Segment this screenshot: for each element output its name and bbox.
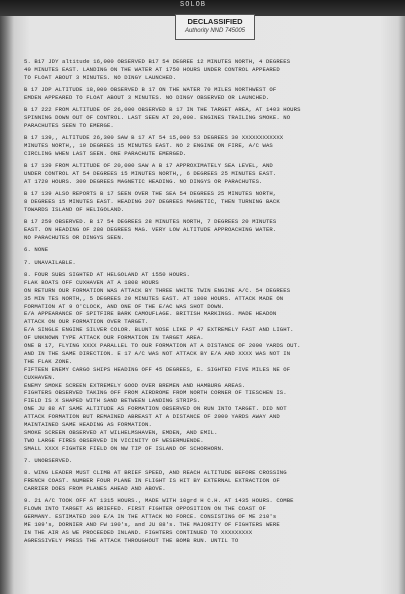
document-line: MAINTAINED SAME HEADING AS FORMATION. bbox=[24, 421, 152, 428]
document-line: 35 MIN TES NORTH,, 5 DEGREES 20 MINUTES EAST. AT 1808 HOURS. ATTACK MADE ON bbox=[24, 294, 284, 302]
document-line: B 17 139 FROM ALTITUDE OF 20,000 SAW A B 17 APPROXIMATELY SEA LEVEL, AND bbox=[24, 162, 273, 170]
document-line: AND IN THE SAME DIRECTION. E 17 A/C WAS NOT ATTACK BY E/A AND XXXX WAS NOT IN bbox=[24, 349, 291, 357]
document-line: 7. UNAVAILABLE. bbox=[24, 258, 76, 266]
document-line: CARRIER DOES FROM PLANES AHEAD AND ABOVE. bbox=[24, 484, 166, 492]
document-line: TO FLOAT ABOUT 3 MINUTES. NO DINGY LAUNCHED. bbox=[24, 73, 177, 81]
document-line: B 17 JDP ALTITUDE 18,000 OBSERVED B 17 ON THE WATER 70 MILES NORTHWEST OF bbox=[24, 86, 277, 94]
document-line: 9. 21 A/C TOOK OFF AT 1315 HOURS., MADE WITH 10grd H C.H. AT 1435 HOURS. COMBE bbox=[24, 497, 294, 505]
document-line: SMOKE SCREEN OBSERVED AT WILHELMSHAVEN, EMDEN, AND EMIL. bbox=[24, 428, 218, 436]
document-line: FLAK BOATS OFF CUXHAVEN AT A 1808 HOURS bbox=[24, 278, 159, 286]
document-line: ATTACK ON OUR FORMATION OVER TARGET. bbox=[24, 318, 149, 326]
document-line: 40 MINUTES EAST. LANDING ON THE WATER AT 1750 HOURS UNDER CONTROL APPEARED bbox=[24, 65, 280, 73]
document-line: B 17 259 OBSERVED. B 17 54 DEGREES 28 MINUTES NORTH, 7 DEGREES 20 MINUTES bbox=[24, 218, 277, 226]
top-bar-label: SOLOB bbox=[180, 1, 207, 9]
document-line: ONE B 17, FLYING XXXX PARALLEL TO OUR FORMATION AT A DISTANCE OF 2000 YARDS OUT. bbox=[24, 342, 301, 349]
document-line: 5. B17 JDY altitude 16,000 OBSERVED B17 54 DEGREE 12 MINUTES NORTH, 4 DEGREES bbox=[24, 58, 291, 65]
document-line: UNDER CONTROL AT 54 DEGREES 15 MINUTES NORTH,, 6 DEGREES 25 MINUTES EAST. bbox=[24, 170, 277, 178]
stamp-authority: Authority NND 745005 bbox=[184, 28, 246, 34]
document-line: OF UNKNOWN TYPE ATTACK OUR FORMATION IN TARGET AREA. bbox=[24, 334, 204, 342]
document-line: 8. WING LEADER MUST CLIMB AT BRIEF SPEED, AND REACH ALTITUDE BEFORE CROSSING bbox=[24, 469, 287, 477]
document-line: TWO LARGE FIRES OBSERVED IN VICINITY OF WESERMUENDE. bbox=[24, 436, 204, 444]
document-line: B 17 139,, ALTITUDE 26,300 SAW B 17 AT 54 15,000 53 DEGREES 30 XXXXXXXXXXXX bbox=[24, 134, 284, 142]
document-line: 8 DEGREES 15 MINUTES EAST. HEADING 207 DEGREES MAGNETIC, THEN TURNING BACK bbox=[24, 198, 280, 206]
document-line: SPINNING DOWN OUT OF CONTROL. LAST SEEN AT 20,000. ENGINES TRAILING SMOKE. NO bbox=[24, 114, 291, 122]
document-line: FORMATION AT 9 O'CLOCK, AND ONE OF THE E/AC WAS SHOT DOWN. bbox=[24, 302, 225, 310]
document-line: ENEMY SMOKE SCREEN EXTREMELY GOOD OVER BREMEN AND HAMBURG AREAS. bbox=[24, 381, 246, 389]
document-line: FIELD IS X SHAPED WITH SAND BETWEEN LANDING STRIPS. bbox=[24, 397, 201, 405]
document-line: B 17 222 FROM ALTITUDE OF 26,000 OBSERVED B 17 IN THE TARGET AREA, AT 1403 HOURS bbox=[24, 106, 301, 114]
document-line: 7. UNOBSERVED. bbox=[24, 456, 73, 464]
document-line: EMDEN APPEARED TO FLOAT ABOUT 3 MINUTES. NO DINGY OBSERVED OR LAUNCHED. bbox=[24, 93, 270, 101]
document-line: CIRCLING WHEN LAST SEEN. ONE PARACHUTE EMERGED. bbox=[24, 150, 187, 158]
document-line: AT 1720 HOURS. 300 DEGREES MAGNETIC HEADING. NO DINGYS OR PARACHUTES. bbox=[24, 178, 263, 186]
document-line: FLOWN INTO TARGET AS BRIEFED. FIRST FIGHTER OPPOSITION ON THE COAST OF bbox=[24, 505, 266, 513]
document-line: E/A SINGLE ENGINE SILVER COLOR. BLUNT NOSE LIKE P 47 EXTREMELY FAST AND LIGHT. bbox=[24, 326, 294, 334]
document-line: ATTACK FORMATION BUT REMAINED ABREAST AT A DISTANCE OF 2000 YARDS AWAY AND bbox=[24, 413, 280, 421]
document-line: ME 109's, DORNIER AND FW 190's, and JU 88's. THE MAJORITY OF FIGHTERS WERE bbox=[24, 520, 280, 528]
document-line: FIGHTERS OBSERVED TAKING OFF FROM AIRDROME FROM NORTH CORNER OF TIESCHEN IS. bbox=[24, 389, 287, 397]
document-line: AGRESSIVELY PRESS THE ATTACK THROUGHOUT THE BOMB RUN. UNTIL TO bbox=[24, 536, 239, 544]
document-line: CUXHAVEN. bbox=[24, 373, 56, 381]
document-line: IN THE AIR AS WE PROCEEDED INLAND. FIGHTERS CONTINUED TO XXXXXXXXX bbox=[24, 528, 253, 536]
document-line: MINUTES NORTH,, 10 DEGREES 15 MINUTES EAST. NO 2 ENGINE ON FIRE, A/C WAS bbox=[24, 142, 273, 150]
document-line: THE FLAK ZONE. bbox=[24, 357, 73, 365]
document-line: 6. NONE bbox=[24, 246, 49, 254]
document-line: FRENCH COAST. NUMBER FOUR PLANE IN FLIGHT IS HIT BY EXTERNAL EXTRACTION OF bbox=[24, 477, 280, 485]
document-line: NO PARACHUTES OR DINGYS SEEN. bbox=[24, 234, 125, 242]
document-line: ON RETURN OUR FORMATION WAS ATTACK BY THREE WHITE TWIN ENGINE A/C. 54 DEGREES bbox=[24, 286, 291, 294]
document-line: FIFTEEN ENEMY CARGO SHIPS HEADING OFF 45 DEGREES, E. SIGHTED FIVE MILES NE OF bbox=[24, 365, 291, 373]
document-line: GERMANY. ESTIMATED 300 E/A IN THE ATTACK NO FORCE. CONSISTING OF ME 210's bbox=[24, 513, 277, 521]
document-line: ONE JU 88 AT SAME ALTITUDE AS FORMATION OBSERVED ON RUN INTO TARGET. DID NOT bbox=[24, 405, 287, 413]
document-line: E/A APPEARANCE OF SPITFIRE BARK CAMOUFLAGE. BRITISH MARKINGS. MADE HEADON bbox=[24, 310, 277, 318]
document-line: 8. FOUR SUBS SIGHTED AT HELGOLAND AT 1550 HOURS. bbox=[24, 270, 190, 278]
document-line: SMALL XXXX FIGHTER FIELD ON NW TIP OF ISLAND OF SCHORHORN. bbox=[24, 444, 225, 452]
document-line: PARACHUTES SEEN TO EMERGE. bbox=[24, 121, 114, 129]
document-line: EAST. ON HEADING OF 280 DEGREES MAG. VERY LOW ALTITUDE APPROACHING WATER. bbox=[24, 226, 277, 234]
document-line: B 17 139 ALSO REPORTS B 17 SEEN OVER THE SEA 54 DEGREES 25 MINUTES NORTH, bbox=[24, 190, 277, 198]
stamp-title: DECLASSIFIED bbox=[187, 17, 243, 26]
document-line: TOWARDS ISLAND OF HELIGOLAND. bbox=[24, 206, 125, 214]
